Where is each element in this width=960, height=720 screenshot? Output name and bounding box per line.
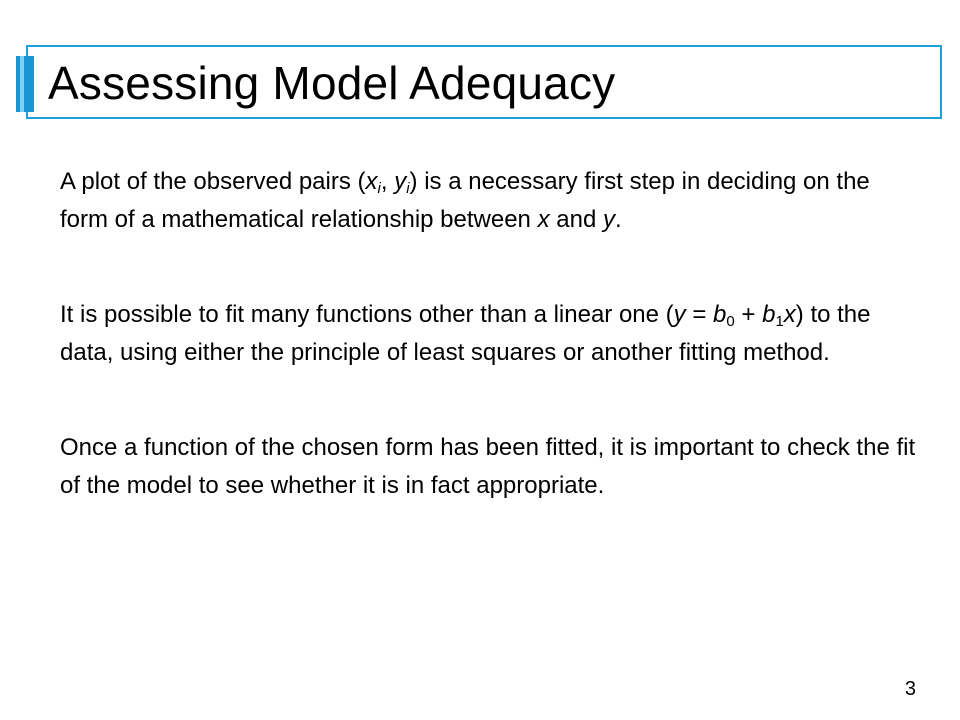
slide-number: 3 <box>904 678 916 700</box>
math-variable: b <box>762 301 776 328</box>
paragraph-check-fit: Once a function of the chosen form has been fitted, it is important to check the fit of the model to see whether it is in fact appropriate. <box>60 434 916 499</box>
paragraph-observed-pairs <box>60 163 920 239</box>
math-subscript: 0 <box>726 313 735 330</box>
math-index: i <box>406 180 410 197</box>
title-accent-highlight <box>20 56 24 112</box>
text-segment: = <box>685 301 714 328</box>
math-variable: x <box>783 301 796 328</box>
text-segment: A plot of the observed pairs ( <box>60 168 366 195</box>
math-variable: x <box>365 168 378 195</box>
math-variable: y <box>673 301 686 328</box>
slide-body <box>60 163 920 505</box>
math-index: i <box>377 180 381 197</box>
text-segment: ) to the data, using either the principle of least squares or another fitting method. <box>60 301 871 366</box>
math-variable: y <box>602 206 615 233</box>
text-segment: and <box>549 206 603 233</box>
math-variable: y <box>394 168 407 195</box>
paragraph-fit-functions <box>60 296 920 372</box>
text-segment: ) is a necessary first step in deciding on the form of a mathematical relationship between <box>60 168 870 233</box>
title-accent-bar <box>16 56 34 112</box>
math-subscript: 1 <box>775 313 784 330</box>
math-variable: x <box>537 206 550 233</box>
text-segment: It is possible to fit many functions other than a linear one ( <box>60 301 674 328</box>
text-segment: . <box>614 206 622 233</box>
page-title: Assessing Model Adequacy <box>48 57 616 109</box>
text-segment: + <box>734 301 763 328</box>
math-variable: b <box>713 301 727 328</box>
text-segment: , <box>380 168 395 195</box>
